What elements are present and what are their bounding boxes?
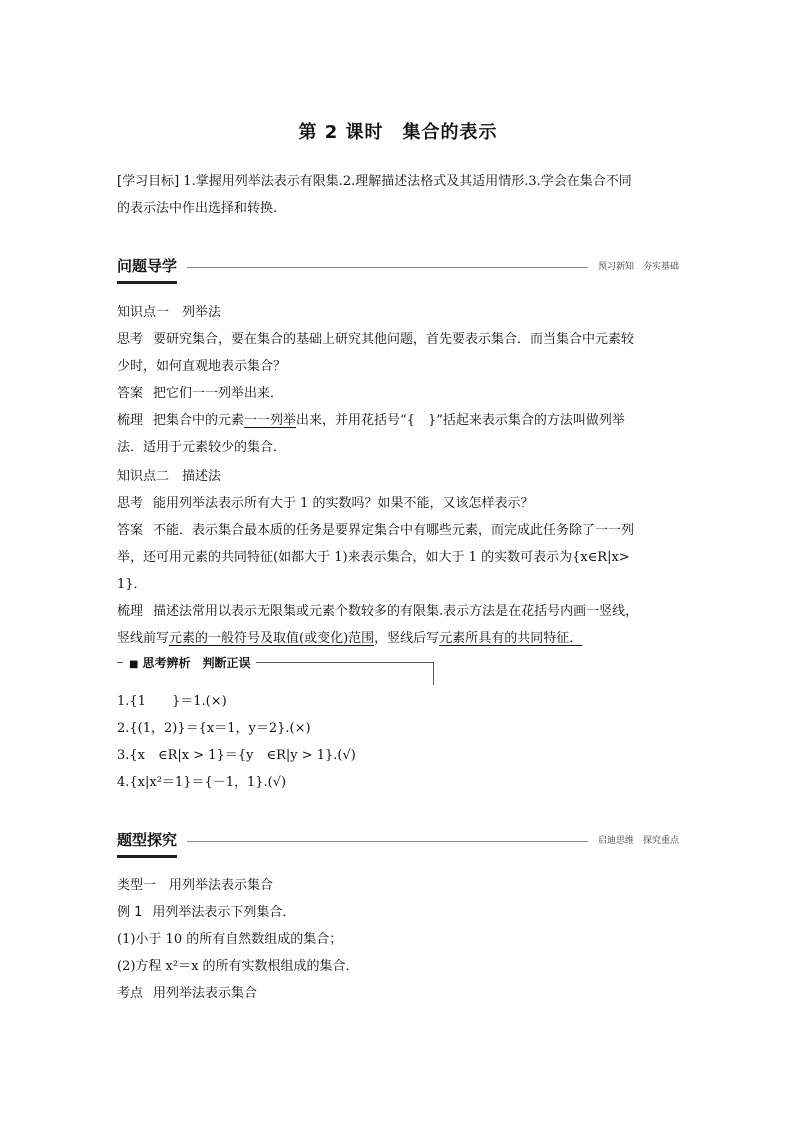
- summary-text-2a: 竖线前写: [117, 631, 170, 646]
- summary-text-2: 法．适用于元素较少的集合．: [117, 440, 287, 455]
- section-header-tixing: [117, 828, 679, 854]
- goal-line-1: 1.掌握用列举法表示有限集.2.理解描述法格式及其适用情形.3.学会在集合不同: [183, 174, 632, 189]
- example-item-1: (1)小于 10 的所有自然数组成的集合；: [117, 932, 343, 947]
- think-discern-box: [117, 656, 434, 685]
- section-title: 题型探究: [117, 828, 177, 854]
- judgement-item: 4.{x|x²＝1}＝{－1，1}.(√): [117, 775, 287, 790]
- judgement-item: 1.{1 }＝1.(×): [117, 694, 227, 709]
- type-heading: 类型一 用列举法表示集合: [117, 878, 274, 893]
- example-item-2: (2)方程 x²＝x 的所有实数根组成的集合．: [117, 959, 359, 974]
- answer-text-2: 举，还可用元素的共同特征(如都大于 1)来表示集合，如大于 1 的实数可表示为{x∈R|x>: [117, 550, 630, 565]
- learning-goals: [117, 168, 679, 222]
- section-divider: [187, 841, 588, 842]
- summary-text-b: 出来，并用花括号“{ }”括起来表示集合的方法叫做列举: [296, 413, 625, 428]
- summary-underlined-2: 元素所具有的共同特征．: [439, 631, 583, 646]
- summary-text-a: 把集合中的元素: [153, 413, 245, 428]
- answer-text: 把它们一一列举出来．: [153, 386, 284, 401]
- section-divider: [187, 267, 588, 268]
- square-icon: ■: [129, 659, 139, 670]
- knowledge-heading: 知识点二 描述法: [117, 469, 222, 484]
- kaodian-text: 用列举法表示集合: [153, 986, 258, 1001]
- judgement-list: [117, 688, 679, 796]
- summary-label: 梳理: [117, 604, 144, 619]
- example-text: 用列举法表示下列集合．: [152, 905, 296, 920]
- section-header-wenti: [117, 254, 679, 280]
- goal-label: [学习目标]: [117, 174, 180, 189]
- example-label: 例 1: [117, 905, 143, 920]
- summary-text-1: 描述法常用以表示无限集或元素个数较多的有限集.表示方法是在花括号内画一竖线，: [153, 604, 639, 619]
- section-subtitle: 预习新知 夯实基础: [597, 262, 679, 272]
- answer-text-1: 不能．表示集合最本质的任务是要界定集合中有哪些元素，而完成此任务除了一一列: [153, 523, 635, 538]
- kaodian-label: 考点: [117, 986, 144, 1001]
- answer-label: 答案: [117, 523, 144, 538]
- answer-label: 答案: [117, 386, 144, 401]
- summary-underlined-1: 元素的一般符号及取值(或变化)范围: [169, 631, 375, 646]
- knowledge-point-2: [117, 463, 679, 652]
- section-subtitle: 启迪思维 探究重点: [597, 836, 679, 846]
- question-type-1: [117, 872, 679, 1007]
- think-discern-label: 思考辨析 判断正误: [142, 656, 251, 670]
- judgement-item: 3.{x ∈R|x > 1}＝{y ∈R|y > 1}.(√): [117, 748, 356, 763]
- knowledge-point-1: [117, 299, 679, 461]
- knowledge-heading: 知识点一 列举法: [117, 305, 222, 320]
- think-text: 能用列举法表示所有大于 1 的实数吗？如果不能，又该怎样表示？: [153, 496, 534, 511]
- think-label: 思考: [117, 496, 144, 511]
- summary-text-2b: ，竖线后写: [374, 631, 440, 646]
- goal-line-2: 的表示法中作出选择和转换.: [117, 201, 278, 216]
- section-title: 问题导学: [117, 254, 177, 280]
- think-label: 思考: [117, 332, 144, 347]
- page-title: 第 2 课时 集合的表示: [298, 122, 498, 143]
- think-text-1: 要研究集合，要在集合的基础上研究其他问题，首先要表示集合．而当集合中元素较: [153, 332, 635, 347]
- summary-underlined: 一一列举: [244, 413, 297, 428]
- judgement-item: 2.{(1，2)}＝{x＝1，y＝2}.(×): [117, 721, 311, 736]
- summary-label: 梳理: [117, 413, 144, 428]
- answer-text-3: 1}．: [117, 577, 147, 592]
- think-text-2: 少时，如何直观地表示集合？: [117, 359, 287, 374]
